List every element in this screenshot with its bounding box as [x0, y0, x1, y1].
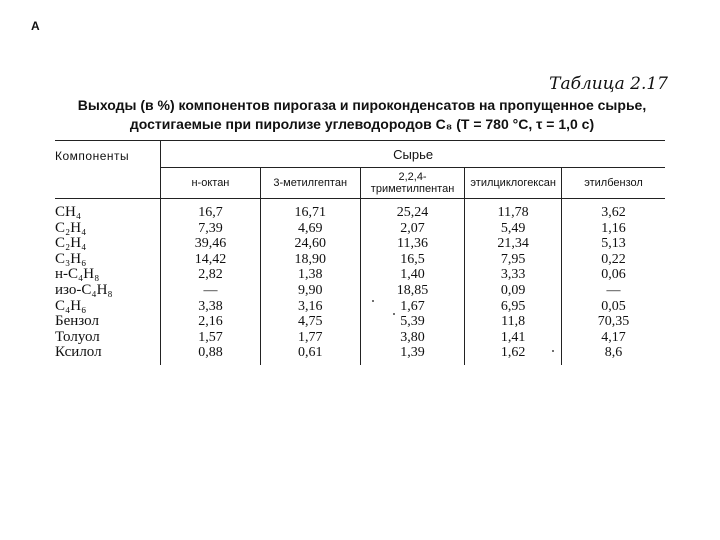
value-cell: 5,39	[360, 314, 465, 330]
value-cell: 16,71	[260, 199, 360, 221]
value-cell: 2,16	[161, 314, 260, 330]
value-cell: 1,40	[360, 267, 465, 283]
value-cell: 7,39	[161, 221, 260, 237]
feedstock-header: Сырье	[161, 141, 665, 168]
table-row	[55, 221, 665, 237]
value-cell: 2,82	[161, 267, 260, 283]
value-cell: 1,38	[260, 267, 360, 283]
value-cell: 11,36	[360, 236, 465, 252]
value-cell: —	[161, 283, 260, 299]
value-cell: 18,85	[360, 283, 465, 299]
table-row	[55, 283, 665, 299]
value-cell: 3,16	[260, 299, 360, 315]
value-cell: 1,62	[465, 345, 562, 365]
table-row	[55, 299, 665, 315]
value-cell: 7,95	[465, 252, 562, 268]
yields-table	[55, 140, 665, 365]
table-row	[55, 314, 665, 330]
value-cell: 18,90	[260, 252, 360, 268]
value-cell: 5,13	[562, 236, 665, 252]
components-header: Компоненты	[55, 141, 161, 199]
component-cell: C₂H₄	[55, 235, 87, 252]
table-row	[55, 330, 665, 346]
value-cell: 1,67	[360, 299, 465, 315]
component-cell: C₃H₆	[55, 250, 87, 267]
value-cell: 4,69	[260, 221, 360, 237]
component-cell: Ксилол	[55, 344, 102, 361]
table-heading: Выходы (в %) компонентов пирогаза и пироконденсатов на пропущенное сырье, достигаемые при пиролизе углеводородов C₈ (T = 780 °C, τ = 1,0 с)	[77, 97, 647, 132]
value-cell: 6,95	[465, 299, 562, 315]
value-cell: 4,75	[260, 314, 360, 330]
component-cell: C₂H₄	[55, 219, 87, 236]
component-cell: Бензол	[55, 313, 99, 330]
component-cell: CH₄	[55, 204, 82, 220]
column-header: 2,2,4-триметилпентан	[360, 168, 465, 199]
value-cell: 3,62	[562, 199, 665, 221]
scan-speck	[393, 313, 395, 315]
value-cell: 0,06	[562, 267, 665, 283]
value-cell: 11,78	[465, 199, 562, 221]
value-cell: 39,46	[161, 236, 260, 252]
table-row	[55, 267, 665, 283]
component-cell: C₄H₆	[55, 297, 87, 314]
component-cell: Толуол	[55, 328, 100, 345]
value-cell: 1,57	[161, 330, 260, 346]
value-cell: 0,22	[562, 252, 665, 268]
value-cell: 14,42	[161, 252, 260, 268]
table-row	[55, 236, 665, 252]
value-cell: 1,39	[360, 345, 465, 365]
value-cell: 16,5	[360, 252, 465, 268]
scan-speck	[372, 300, 374, 302]
table-body	[55, 199, 665, 365]
value-cell: 11,8	[465, 314, 562, 330]
value-cell: 0,05	[562, 299, 665, 315]
value-cell: 70,35	[562, 314, 665, 330]
value-cell: 0,61	[260, 345, 360, 365]
value-cell: 16,7	[161, 199, 260, 221]
value-cell: 8,6	[562, 345, 665, 365]
scan-speck	[552, 350, 554, 352]
table-caption: Таблица 2.17	[549, 74, 668, 94]
value-cell: —	[562, 283, 665, 299]
column-header: этилбензол	[562, 168, 665, 199]
component-cell: н-C₄H₈	[55, 266, 100, 283]
component-cell: изо-C₄H₈	[55, 281, 113, 298]
table-row	[55, 199, 665, 221]
value-cell: 0,88	[161, 345, 260, 365]
value-cell: 1,41	[465, 330, 562, 346]
column-header: 3-метилгептан	[260, 168, 360, 199]
column-header: н-октан	[161, 168, 260, 199]
value-cell: 3,38	[161, 299, 260, 315]
column-header: этилциклогексан	[465, 168, 562, 199]
value-cell: 3,80	[360, 330, 465, 346]
value-cell: 9,90	[260, 283, 360, 299]
value-cell: 24,60	[260, 236, 360, 252]
value-cell: 21,34	[465, 236, 562, 252]
value-cell: 4,17	[562, 330, 665, 346]
table-row	[55, 252, 665, 268]
value-cell: 0,09	[465, 283, 562, 299]
value-cell: 1,77	[260, 330, 360, 346]
value-cell: 25,24	[360, 199, 465, 221]
value-cell: 1,16	[562, 221, 665, 237]
corner-label: А	[31, 19, 40, 33]
value-cell: 5,49	[465, 221, 562, 237]
table-row	[55, 345, 665, 365]
value-cell: 2,07	[360, 221, 465, 237]
value-cell: 3,33	[465, 267, 562, 283]
